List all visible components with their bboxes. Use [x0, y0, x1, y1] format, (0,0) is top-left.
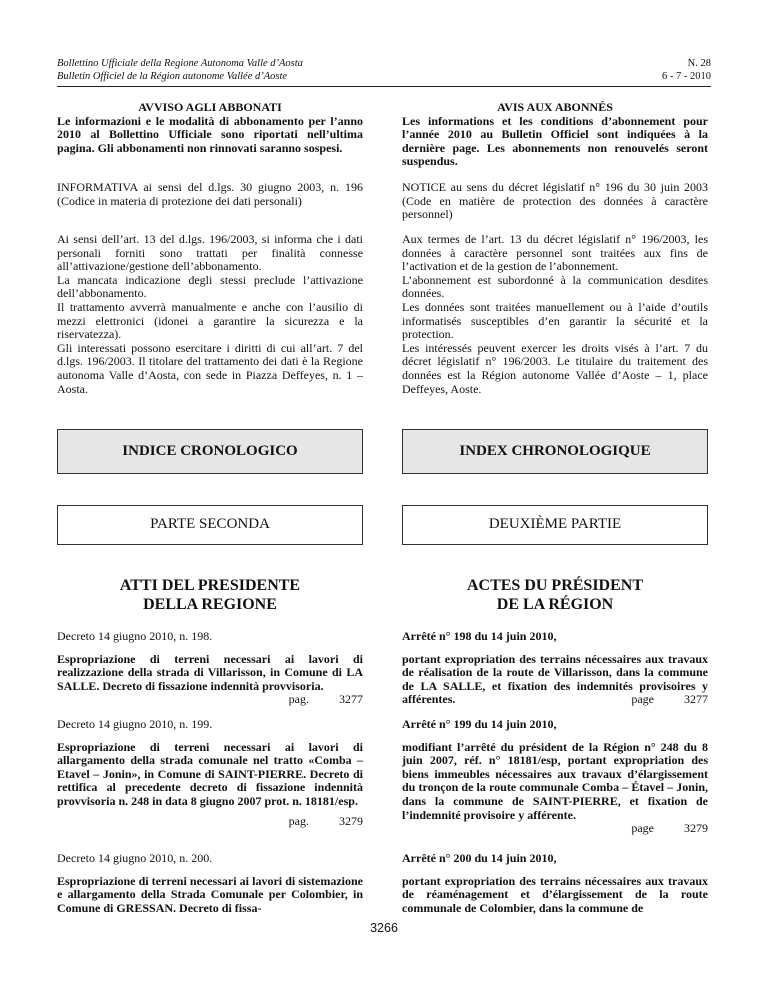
- page-label: pag.: [288, 813, 309, 828]
- privacy-text-it: [57, 233, 363, 396]
- decree-summary: Espropriazione di terreni necessari ai lavori di allargamento della strada comunale nel tratto «Comba – Etavel – Jonin», in Comune di SAINT-PIERRE. Decreto di rettifica al precedente decreto di fissazione indennità provvisoria n. 248 in data 8 giugno 2007 prot. n. 18181/esp.: [57, 739, 363, 808]
- privacy-paragraph: Gli interessati possono esercitare i diritti di cui all’art. 7 del d.lgs. 196/2003. Il titolare del trattamento dei dati è la Regione autonoma Valle d’Aosta, con sede in Piazza Deffeyes, n. 1 – Aosta.: [57, 340, 363, 396]
- page-value: 3279: [339, 813, 363, 828]
- notice-subscribers-fr: [402, 101, 708, 169]
- entry-198-it: [57, 630, 363, 707]
- page-reference: [57, 815, 363, 829]
- privacy-paragraph: Il trattamento avverrà manualmente e anche con l’ausilio di mezzi elettronici (idonei a garantire la sicurezza e la riservatezza).: [57, 299, 363, 342]
- notice-body: Les informations et les conditions d’abonnement pour l’année 2010 au Bulletin Officiel sont indiquées à la dernière page. Les abonnements non renouvelés seront suspendus.: [402, 113, 708, 169]
- privacy-heading: INFORMATIVA ai sensi del d.lgs. 30 giugno 2003, n. 196 (Codice in materia di protezione dei dati personali): [57, 180, 363, 208]
- privacy-heading-it: [57, 181, 363, 208]
- notice-title: AVVISO AGLI ABBONATI: [138, 100, 282, 114]
- column-italian: [57, 0, 363, 994]
- decree-summary: portant expropriation des terrains nécessaires aux travaux de réaménagement et d’élargissement de la route communale de Colombier, dans la commune de: [402, 873, 708, 915]
- index-title: INDEX CHRONOLOGIQUE: [459, 442, 651, 459]
- section-title-line: DELLA REGIONE: [143, 596, 277, 613]
- notice-body: Le informazioni e le modalità di abbonamento per l’anno 2010 al Bollettino Ufficiale sono riportati nell’ultima pagina. Gli abbonamenti non rinnovati saranno sospesi.: [57, 113, 363, 155]
- notice-subscribers-it: [57, 101, 363, 155]
- issue-date: 6 - 7 - 2010: [662, 71, 711, 82]
- entry-200-it: [57, 852, 363, 915]
- page-label: page: [631, 692, 654, 707]
- privacy-paragraph: Aux termes de l’art. 13 du décret législatif n° 196/2003, les données à caractère personnel sont traitées aux fins de l’activation et de la gestion de l’abonnement.: [402, 232, 708, 274]
- page-label: page: [631, 821, 654, 836]
- page-value: 3277: [339, 692, 363, 707]
- page-value: 3277: [684, 692, 708, 707]
- header-title-it: Bollettino Ufficiale della Regione Autonoma Valle d’Aosta: [57, 58, 303, 69]
- column-french: [402, 0, 708, 994]
- part-title: DEUXIÈME PARTIE: [488, 516, 622, 533]
- entry-199-it: [57, 718, 363, 828]
- decree-summary: modifiant l’arrêté du président de la Région n° 248 du 8 juin 2007, réf. n° 18181/esp, portant expropriation des biens immeubles nécessaires aux travaux d’élargissement du tronçon de la route communale Comba – Étavel – Jonin, dans la commune de SAINT-PIERRE, et fixation de l’indemnité provisoire y afférente.: [402, 739, 708, 822]
- page-reference: [402, 822, 708, 836]
- privacy-paragraph: L’abonnement est subordonné à la communication desdites données.: [402, 272, 708, 301]
- privacy-heading-fr: [402, 181, 708, 222]
- privacy-heading: NOTICE au sens du décret législatif n° 196 du 30 juin 2003 (Code en matière de protection des données à caractère personnel): [402, 180, 708, 222]
- page-value: 3279: [684, 821, 708, 836]
- section-title-fr: [402, 576, 708, 614]
- decree-heading: Arrêté n° 199 du 14 juin 2010,: [402, 717, 557, 731]
- page-reference: [57, 693, 363, 707]
- decree-summary: Espropriazione di terreni necessari ai lavori di realizzazione della strada di Villarisson, in Comune di LA SALLE. Decreto di fissazione indennità provvisoria.: [57, 651, 363, 693]
- section-title-line: ATTI DEL PRESIDENTE: [119, 577, 301, 594]
- privacy-paragraph: Ai sensi dell’art. 13 del d.lgs. 196/2003, si informa che i dati personali forniti sono trattati per finalità connesse all’attivazione/gestione dell’abbonamento.: [57, 232, 363, 274]
- decree-summary: Espropriazione di terreni necessari ai lavori di sistemazione e allargamento della Strada Comunale per Colombier, in Comune di GRESSAN. Decreto di fissa-: [57, 873, 363, 915]
- index-box-it: [57, 429, 363, 474]
- decree-heading: Decreto 14 giugno 2010, n. 198.: [57, 629, 213, 643]
- notice-title: AVIS AUX ABONNÉS: [497, 100, 613, 114]
- privacy-paragraph: La mancata indicazione degli stessi preclude l’attivazione dell’abbonamento.: [57, 272, 363, 301]
- decree-heading: Arrêté n° 200 du 14 juin 2010,: [402, 851, 557, 865]
- decree-heading: Decreto 14 giugno 2010, n. 200.: [57, 851, 213, 865]
- page-label: pag.: [288, 692, 309, 707]
- entry-198-fr: [402, 630, 708, 707]
- decree-heading: Decreto 14 giugno 2010, n. 199.: [57, 717, 213, 731]
- entry-199-fr: [402, 718, 708, 836]
- privacy-paragraph: Les données sont traitées manuellement ou à l’aide d’outils informatisés susceptibles d’en garantir la sécurité et la protection.: [402, 299, 708, 342]
- index-box-fr: [402, 429, 708, 474]
- section-title-line: DE LA RÉGION: [496, 596, 614, 613]
- decree-summary: portant expropriation des terrains nécessaires aux travaux de réalisation de la route de Villarisson, dans la commune de LA SALLE, et fixation des indemnités provisoires y afférentes.: [402, 651, 708, 707]
- index-title: INDICE CRONOLOGICO: [122, 442, 298, 459]
- part-box-fr: [402, 505, 708, 545]
- header-title-fr: Bulletin Officiel de la Région autonome Vallée d’Aoste: [57, 71, 288, 82]
- part-title: PARTE SECONDA: [150, 516, 270, 533]
- privacy-paragraph: Les intéressés peuvent exercer les droits visés à l’art. 7 du décret législatif n° 196/2003. Le titulaire du traitement des données est la Région autonome Vallée d’Aoste – 1, place Deffeyes, Aoste.: [402, 340, 708, 396]
- page-number: 3266: [370, 921, 398, 935]
- issue-number: N. 28: [687, 58, 711, 69]
- section-title-it: [57, 576, 363, 614]
- decree-heading: Arrêté n° 198 du 14 juin 2010,: [402, 629, 557, 643]
- entry-200-fr: [402, 852, 708, 915]
- privacy-text-fr: [402, 233, 708, 396]
- section-title-line: ACTES DU PRÉSIDENT: [466, 577, 644, 594]
- part-box-it: [57, 505, 363, 545]
